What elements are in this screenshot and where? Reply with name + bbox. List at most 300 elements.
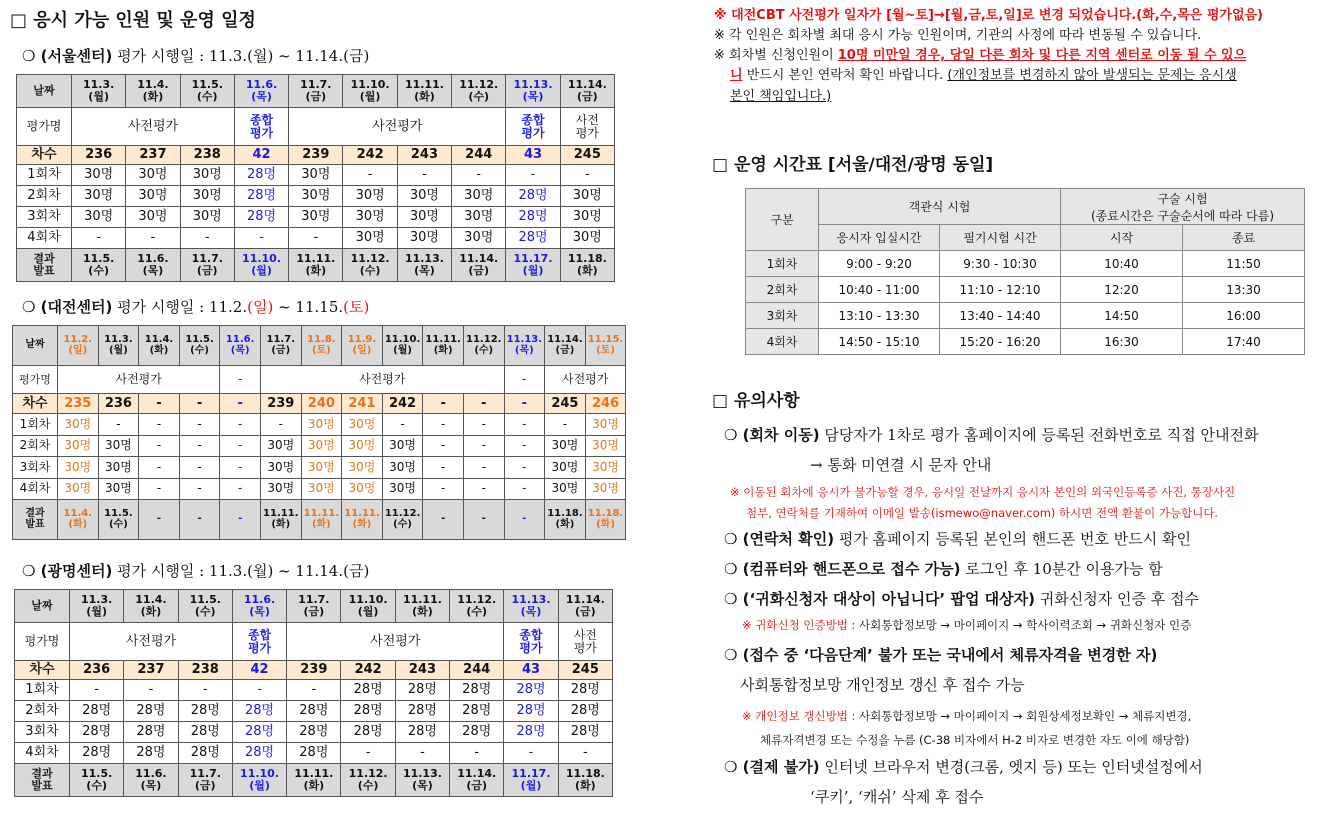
capacity-cell: 30명 — [260, 457, 301, 479]
capacity-cell: 28명 — [232, 722, 286, 743]
capacity-cell: 30명 — [585, 457, 626, 479]
eval-comprehensive: 종합 평가 — [504, 623, 558, 661]
caution-update: 사회통합정보망 개인정보 갱신 후 접수 가능 — [740, 676, 1025, 694]
result-date-cell: 11.14. (금) — [450, 764, 504, 797]
capacity-cell: 30명 — [545, 457, 586, 479]
result-date-cell: 11.17. (월) — [506, 249, 560, 282]
capacity-cell: 30명 — [560, 186, 614, 207]
date-cell: 11.2. (일) — [58, 326, 99, 366]
date-cell: 11.10. (월) — [382, 326, 423, 366]
date-cell: 11.10. (월) — [341, 590, 395, 623]
capacity-cell: 30명 — [180, 165, 234, 186]
capacity-cell: 30명 — [342, 478, 383, 500]
date-cell: 11.14. (금) — [560, 75, 614, 108]
capacity-cell: 30명 — [343, 186, 397, 207]
result-row — [15, 764, 613, 797]
capacity-cell: - — [560, 165, 614, 186]
round-cell: 245 — [560, 146, 614, 165]
caution-nextstep: ❍ (접수 중 ‘다음단계’ 불가 또는 국내에서 체류자격을 변경한 자) — [724, 646, 1158, 664]
capacity-cell: - — [395, 743, 449, 764]
round-label: 4회차 — [17, 228, 72, 249]
daejeon-heading — [22, 296, 369, 317]
capacity-cell: - — [463, 435, 504, 457]
capacity-cell: 28명 — [558, 680, 612, 701]
gwangmyeong-period: 평가 시행일 : 11.3.(월) ~ 11.14.(금) — [117, 562, 370, 580]
round-cell: 236 — [98, 394, 139, 414]
capacity-cell: - — [504, 457, 545, 479]
capacity-cell: - — [504, 414, 545, 436]
date-cell: 11.10. (월) — [343, 75, 397, 108]
eval-header: 평가명 — [17, 108, 72, 146]
round-cell: 42 — [232, 661, 286, 680]
round-cell: 246 — [585, 394, 626, 414]
round-cell: - — [139, 394, 180, 414]
capacity-cell: 30명 — [397, 207, 451, 228]
result-date-cell: 11.12. (수) — [341, 764, 395, 797]
round-cell: 240 — [301, 394, 342, 414]
caution-move: ❍ (회차 이동) 담당자가 1차로 평가 홈페이지에 등록된 전화번호로 직접 안내전화 — [724, 426, 1259, 444]
date-cell: 11.11. (화) — [397, 75, 451, 108]
capacity-cell: 28명 — [341, 680, 395, 701]
capacity-cell: 28명 — [395, 680, 449, 701]
date-cell: 11.5. (수) — [180, 75, 234, 108]
gwangmyeong-heading — [22, 560, 369, 581]
capacity-cell: 28명 — [70, 743, 124, 764]
capacity-cell: - — [179, 414, 220, 436]
capacity-cell: - — [126, 228, 180, 249]
capacity-cell: - — [463, 414, 504, 436]
date-cell: 11.9. (일) — [342, 326, 383, 366]
date-cell: 11.13. (목) — [506, 75, 560, 108]
result-date-cell: 11.5. (수) — [72, 249, 126, 282]
capacity-cell: 30명 — [72, 186, 126, 207]
round-cell: - — [220, 394, 261, 414]
ops-cell: 15:20 - 16:20 — [940, 329, 1061, 355]
caution-contact: ❍ (연락처 확인) 평가 홈페이지 등록된 본인의 핸드폰 번호 반드시 확인 — [724, 530, 1191, 548]
ops-cell: 9:00 - 9:20 — [819, 251, 940, 277]
result-date-cell: 11.12. (수) — [382, 500, 423, 540]
round-label: 1회차 — [13, 414, 58, 436]
round-cell: 239 — [260, 394, 301, 414]
round-cell: - — [179, 394, 220, 414]
date-cell: 11.4. (화) — [126, 75, 180, 108]
count-row — [13, 457, 626, 479]
capacity-cell: 30명 — [560, 228, 614, 249]
round-cell: 238 — [178, 661, 232, 680]
date-cell: 11.3. (월) — [72, 75, 126, 108]
capacity-cell: 30명 — [180, 186, 234, 207]
capacity-cell: 30명 — [452, 228, 506, 249]
result-date-cell: 11.13. (목) — [397, 249, 451, 282]
round-cell: 245 — [558, 661, 612, 680]
round-cell: 243 — [397, 146, 451, 165]
ops-cell: 11:50 — [1183, 251, 1305, 277]
eval-pre: 사전 평가 — [560, 108, 614, 146]
result-date-cell: - — [220, 500, 261, 540]
daejeon-schedule-table — [12, 325, 626, 540]
count-row — [13, 414, 626, 436]
round-cell: 235 — [58, 394, 99, 414]
round-cell: 244 — [450, 661, 504, 680]
capacity-cell: 30명 — [342, 414, 383, 436]
capacity-cell: - — [289, 228, 343, 249]
ops-cell: 16:30 — [1061, 329, 1183, 355]
date-header: 날짜 — [15, 590, 70, 623]
round-header: 차수 — [15, 661, 70, 680]
capacity-cell: - — [287, 680, 341, 701]
count-row — [17, 165, 615, 186]
round-cell: 239 — [289, 146, 343, 165]
round-row — [15, 661, 613, 680]
round-row — [17, 146, 615, 165]
result-date-cell: 11.11. (화) — [342, 500, 383, 540]
capacity-cell: 30명 — [382, 478, 423, 500]
caution-title: □ 유의사항 — [712, 391, 800, 411]
round-header: 차수 — [13, 394, 58, 414]
round-cell: 237 — [124, 661, 178, 680]
capacity-cell: 28명 — [506, 186, 560, 207]
ops-cell: 17:40 — [1183, 329, 1305, 355]
capacity-cell: 30명 — [260, 435, 301, 457]
result-date-cell: - — [139, 500, 180, 540]
capacity-cell: 30명 — [58, 414, 99, 436]
capacity-cell: 28명 — [70, 722, 124, 743]
capacity-cell: - — [179, 435, 220, 457]
eval-pre: 사전평가 — [58, 366, 220, 394]
capacity-cell: - — [423, 478, 464, 500]
round-label: 4회차 — [13, 478, 58, 500]
ops-cell: 11:10 - 12:10 — [940, 277, 1061, 303]
eval-comprehensive: 종합 평가 — [232, 623, 286, 661]
result-date-cell: 11.12. (수) — [343, 249, 397, 282]
result-date-cell: - — [423, 500, 464, 540]
round-cell: 242 — [343, 146, 397, 165]
date-cell: 11.6. (목) — [232, 590, 286, 623]
result-date-cell: 11.13. (목) — [395, 764, 449, 797]
capacity-cell: 30명 — [72, 165, 126, 186]
caution-update-method: ※ 개인정보 갱신방법 : 사회통합정보망 → 마이페이지 → 회원상세정보확인 → 체류지변경, 체류자격변경 또는 수정을 누름 (C-38 비자에서 H-2 비자로 변경한 자도 이에 해당함) — [742, 709, 1192, 747]
eval-row — [15, 623, 613, 661]
round-cell: - — [423, 394, 464, 414]
ops-oral-header: 구술 시험 (종료시간은 구술순서에 따라 다름) — [1061, 189, 1305, 225]
ops-header-row — [746, 189, 1305, 225]
capacity-cell: 28명 — [504, 680, 558, 701]
ops-cell: 13:10 - 13:30 — [819, 303, 940, 329]
date-cell: 11.7. (금) — [260, 326, 301, 366]
ops-row — [746, 329, 1305, 355]
capacity-cell: 30명 — [289, 207, 343, 228]
capacity-cell: 28명 — [506, 228, 560, 249]
ops-cell: 16:00 — [1183, 303, 1305, 329]
capacity-cell: 28명 — [70, 701, 124, 722]
round-cell: 237 — [126, 146, 180, 165]
seoul-schedule-table — [16, 74, 615, 282]
capacity-cell: - — [504, 478, 545, 500]
capacity-cell: 30명 — [585, 478, 626, 500]
capacity-cell: 30명 — [585, 414, 626, 436]
caution-cookie: ‘쿠키’, ‘캐쉬’ 삭제 후 접수 — [810, 788, 984, 806]
result-header: 결과 발표 — [13, 500, 58, 540]
capacity-cell: - — [70, 680, 124, 701]
capacity-cell: - — [72, 228, 126, 249]
ops-entry-header: 응시자 입실시간 — [819, 225, 940, 251]
capacity-cell: 30명 — [545, 478, 586, 500]
capacity-cell: 28명 — [232, 701, 286, 722]
capacity-cell: - — [341, 743, 395, 764]
seoul-heading — [22, 45, 369, 66]
capacity-cell: 28명 — [234, 186, 288, 207]
capacity-cell: 30명 — [301, 457, 342, 479]
caution-refund: ※ 이동된 회차에 응시가 불가능할 경우, 응시일 전날까지 응시자 본인의 외국인등록증 사진, 통장사진 첨부, 연락처를 기재하여 이메일 발송(ismewo@naver.com) 하시면 전액 환불이 가능합니다. — [730, 485, 1236, 520]
eval-pre: 사전 평가 — [558, 623, 612, 661]
date-cell: 11.3. (월) — [98, 326, 139, 366]
capacity-cell: - — [139, 457, 180, 479]
date-cell: 11.13. (목) — [504, 326, 545, 366]
capacity-cell: - — [382, 414, 423, 436]
capacity-cell: 30명 — [452, 207, 506, 228]
capacity-cell: - — [558, 743, 612, 764]
capacity-cell: 30명 — [343, 207, 397, 228]
capacity-cell: 28명 — [287, 743, 341, 764]
result-date-cell: - — [179, 500, 220, 540]
capacity-cell: - — [504, 743, 558, 764]
date-header: 날짜 — [17, 75, 72, 108]
note-capacity: ※ 각 인원은 회차별 최대 응시 가능 인원이며, 기관의 사정에 따라 변동될 수 있습니다. — [714, 28, 1202, 44]
caution-device: ❍ (컴퓨터와 핸드폰으로 접수 가능) 로그인 후 10분간 이용가능 함 — [724, 560, 1163, 578]
note-daejeon-change: ※ 대전CBT 사전평가 일자가 [월~토]→[월,금,토,일]로 변경 되었습니다.(화,수,목은 평가없음) — [714, 8, 1263, 23]
capacity-cell: - — [179, 457, 220, 479]
date-row — [15, 590, 613, 623]
round-label: 1회차 — [15, 680, 70, 701]
daejeon-period: 평가 시행일 : 11.2.(일) ~ 11.15.(토) — [117, 298, 370, 316]
ops-written-header: 필기시험 시간 — [940, 225, 1061, 251]
result-date-cell: 11.11. (화) — [260, 500, 301, 540]
capacity-cell: 28명 — [178, 722, 232, 743]
result-date-cell: 11.17. (월) — [504, 764, 558, 797]
capacity-cell: - — [178, 680, 232, 701]
capacity-cell: 30명 — [397, 228, 451, 249]
capacity-cell: 30명 — [382, 457, 423, 479]
result-date-cell: 11.10. (월) — [232, 764, 286, 797]
result-date-cell: 11.6. (목) — [126, 249, 180, 282]
count-row — [13, 478, 626, 500]
caution-natural-auth: ※ 귀화신청 인증방법 : 사회통합정보망 → 마이페이지 → 학사이력조회 → 귀화신청자 인증 — [742, 618, 1192, 632]
capacity-cell: 28명 — [558, 722, 612, 743]
note-move: ※ 회차별 신청인원이 10명 미만일 경우, 당일 다른 회차 및 다른 지역 센터로 이동 될 수 있으 니 반드시 본인 연락처 확인 바랍니다. (개인정보를 변경하지 않아 발생되는 문제는 응시생 본인 책임입니다.) — [714, 48, 1247, 104]
capacity-cell: 28명 — [234, 207, 288, 228]
capacity-cell: 28명 — [450, 680, 504, 701]
result-date-cell: 11.11. (화) — [301, 500, 342, 540]
round-label: 2회차 — [15, 701, 70, 722]
capacity-cell: 28명 — [341, 701, 395, 722]
count-row — [13, 435, 626, 457]
gwangmyeong-label: ❍ (광명센터) — [22, 562, 113, 580]
page-title: □ 응시 가능 인원 및 운영 일정 — [10, 10, 256, 31]
eval-header: 평가명 — [15, 623, 70, 661]
capacity-cell: 30명 — [342, 435, 383, 457]
capacity-cell: 28명 — [124, 701, 178, 722]
ops-end-header: 종료 — [1183, 225, 1305, 251]
date-cell: 11.14. (금) — [558, 590, 612, 623]
ops-cell: 4회차 — [746, 329, 819, 355]
capacity-cell: 30명 — [180, 207, 234, 228]
date-row — [17, 75, 615, 108]
date-cell: 11.7. (금) — [287, 590, 341, 623]
caution-list — [724, 420, 1324, 812]
capacity-cell: 30명 — [58, 478, 99, 500]
eval-dash: - — [504, 366, 545, 394]
ops-cell: 14:50 - 15:10 — [819, 329, 940, 355]
round-label: 3회차 — [15, 722, 70, 743]
capacity-cell: 28명 — [450, 701, 504, 722]
round-cell: 236 — [70, 661, 124, 680]
result-date-cell: 11.4. (화) — [58, 500, 99, 540]
gwangmyeong-schedule-table — [14, 589, 613, 797]
capacity-cell: - — [180, 228, 234, 249]
round-cell: 243 — [395, 661, 449, 680]
date-cell: 11.6. (목) — [220, 326, 261, 366]
date-cell: 11.14. (금) — [545, 326, 586, 366]
capacity-cell: - — [423, 435, 464, 457]
result-date-cell: 11.11. (화) — [287, 764, 341, 797]
capacity-cell: 28명 — [232, 743, 286, 764]
capacity-cell: - — [397, 165, 451, 186]
count-row — [15, 722, 613, 743]
eval-comprehensive: 종합 평가 — [234, 108, 288, 146]
capacity-cell: 30명 — [126, 165, 180, 186]
ops-timetable — [745, 188, 1305, 355]
count-row — [17, 228, 615, 249]
daejeon-label: ❍ (대전센터) — [22, 298, 113, 316]
capacity-cell: 30명 — [342, 457, 383, 479]
capacity-cell: - — [545, 414, 586, 436]
round-row — [13, 394, 626, 414]
capacity-cell: 28명 — [287, 722, 341, 743]
count-row — [17, 186, 615, 207]
round-cell: 43 — [506, 146, 560, 165]
date-cell: 11.11. (화) — [423, 326, 464, 366]
round-cell: 244 — [452, 146, 506, 165]
capacity-cell: 30명 — [397, 186, 451, 207]
result-date-cell: 11.11. (화) — [289, 249, 343, 282]
capacity-cell: - — [220, 457, 261, 479]
result-date-cell: - — [463, 500, 504, 540]
capacity-cell: - — [220, 478, 261, 500]
caution-payment: ❍ (결제 불가) 인터넷 브라우저 변경(크롬, 엣지 등) 또는 인터넷설정에서 — [724, 758, 1203, 776]
date-cell: 11.6. (목) — [234, 75, 288, 108]
eval-pre: 사전평가 — [72, 108, 235, 146]
capacity-cell: - — [139, 435, 180, 457]
capacity-cell: - — [463, 457, 504, 479]
capacity-cell: 30명 — [58, 435, 99, 457]
round-label: 3회차 — [13, 457, 58, 479]
date-cell: 11.12. (수) — [463, 326, 504, 366]
capacity-cell: 30명 — [58, 457, 99, 479]
capacity-cell: 30명 — [98, 457, 139, 479]
capacity-cell: 30명 — [452, 186, 506, 207]
ops-cell: 1회차 — [746, 251, 819, 277]
capacity-cell: 30명 — [301, 435, 342, 457]
capacity-cell: 28명 — [234, 165, 288, 186]
capacity-cell: 30명 — [545, 435, 586, 457]
capacity-cell: 28명 — [341, 722, 395, 743]
date-cell: 11.5. (수) — [178, 590, 232, 623]
capacity-cell: - — [139, 414, 180, 436]
capacity-cell: - — [234, 228, 288, 249]
round-cell: 245 — [545, 394, 586, 414]
ops-objective-header: 객관식 시험 — [819, 189, 1061, 225]
ops-row — [746, 251, 1305, 277]
eval-dash: - — [220, 366, 261, 394]
count-row — [15, 680, 613, 701]
capacity-cell: - — [220, 414, 261, 436]
eval-pre: 사전평가 — [260, 366, 504, 394]
capacity-cell: - — [220, 435, 261, 457]
capacity-cell: 28명 — [124, 743, 178, 764]
round-label: 2회차 — [17, 186, 72, 207]
result-date-cell: 11.7. (금) — [180, 249, 234, 282]
capacity-cell: 30명 — [98, 435, 139, 457]
capacity-cell: - — [179, 478, 220, 500]
eval-comprehensive: 종합 평가 — [506, 108, 560, 146]
capacity-cell: 28명 — [287, 701, 341, 722]
result-date-cell: 11.7. (금) — [178, 764, 232, 797]
result-date-cell: 11.6. (목) — [124, 764, 178, 797]
seoul-period: 평가 시행일 : 11.3.(월) ~ 11.14.(금) — [117, 47, 370, 65]
capacity-cell: 30명 — [585, 435, 626, 457]
round-cell: 43 — [504, 661, 558, 680]
capacity-cell: - — [504, 435, 545, 457]
ops-header-row — [746, 225, 1305, 251]
date-cell: 11.12. (수) — [452, 75, 506, 108]
capacity-cell: 28명 — [450, 722, 504, 743]
round-cell: 238 — [180, 146, 234, 165]
capacity-cell: 30명 — [560, 207, 614, 228]
round-cell: 42 — [234, 146, 288, 165]
capacity-cell: 30명 — [126, 207, 180, 228]
date-cell: 11.12. (수) — [450, 590, 504, 623]
capacity-cell: 30명 — [126, 186, 180, 207]
round-cell: 239 — [287, 661, 341, 680]
capacity-cell: 28명 — [504, 722, 558, 743]
capacity-cell: - — [124, 680, 178, 701]
ops-cell: 13:30 — [1183, 277, 1305, 303]
date-cell: 11.13. (목) — [504, 590, 558, 623]
result-date-cell: 11.5. (수) — [98, 500, 139, 540]
capacity-cell: - — [232, 680, 286, 701]
capacity-cell: 30명 — [301, 414, 342, 436]
ops-row — [746, 277, 1305, 303]
capacity-cell: - — [139, 478, 180, 500]
capacity-cell: - — [423, 414, 464, 436]
round-cell: 241 — [342, 394, 383, 414]
result-row — [17, 249, 615, 282]
date-cell: 11.8. (토) — [301, 326, 342, 366]
capacity-cell: 28명 — [506, 207, 560, 228]
result-date-cell: 11.5. (수) — [70, 764, 124, 797]
result-date-cell: 11.18. (화) — [560, 249, 614, 282]
capacity-cell: 28명 — [178, 701, 232, 722]
round-cell: 242 — [382, 394, 423, 414]
date-cell: 11.3. (월) — [70, 590, 124, 623]
capacity-cell: 28명 — [395, 701, 449, 722]
capacity-cell: 28명 — [395, 722, 449, 743]
date-cell: 11.11. (화) — [395, 590, 449, 623]
capacity-cell: 30명 — [289, 186, 343, 207]
round-label: 3회차 — [17, 207, 72, 228]
ops-cell: 9:30 - 10:30 — [940, 251, 1061, 277]
capacity-cell: - — [98, 414, 139, 436]
